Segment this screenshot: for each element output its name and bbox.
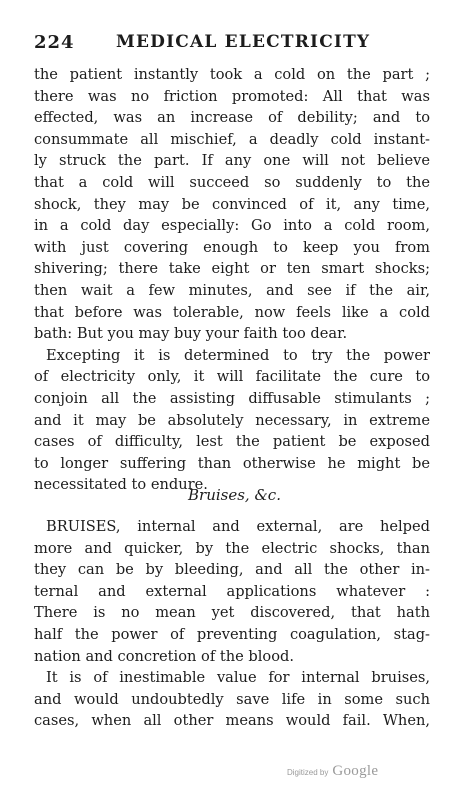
text-line: in a cold day especially: Go into a cold room, (34, 217, 430, 235)
digitized-watermark (287, 763, 378, 785)
paragraph (34, 667, 430, 732)
text-line: that a cold will succeed so suddenly to the (34, 173, 430, 191)
page-number: 224 (34, 32, 75, 53)
text-line: bath: But you may buy your faith too dear. (34, 325, 348, 343)
text-line: nation and concretion of the blood. (34, 647, 294, 665)
text-line: It is of inestimable value for internal bruises, (46, 669, 430, 687)
text-line: necessitated to endure. (34, 476, 208, 494)
lower-text (34, 516, 430, 732)
paragraph (34, 345, 430, 496)
text-line: more and quicker, by the electric shocks, than (34, 539, 430, 557)
text-line: cases, when all other means would fail. When, (34, 712, 430, 730)
text-line: and would undoubtedly save life in some such (34, 690, 430, 708)
text-line: cases of difficulty, lest the patient be exposed (34, 433, 430, 451)
text-line: BRUISES, internal and external, are helped (46, 518, 430, 535)
text-line: then wait a few minutes, and see if the air, (34, 281, 430, 299)
upper-text (34, 64, 430, 496)
text-line: There is no mean yet discovered, that hath (34, 604, 430, 622)
text-line: effected, was an increase of debility; and to (34, 109, 430, 127)
text-line: of electricity only, it will facilitate the cure to (34, 368, 430, 386)
text-line: the patient instantly took a cold on the part ; (34, 66, 430, 83)
running-head: MEDICAL ELECTRICITY (116, 32, 371, 52)
text-line: with just covering enough to keep you from (34, 238, 430, 256)
text-line: there was no friction promoted: All that was (34, 87, 430, 105)
text-line: and it may be absolutely necessary, in extreme (34, 411, 430, 429)
text-line: conjoin all the assisting diffusable stimulants ; (34, 389, 430, 407)
text-line: shivering; there take eight or ten smart shocks; (34, 260, 430, 278)
paragraph (34, 64, 430, 345)
text-line: half the power of preventing coagulation, stag- (34, 625, 430, 643)
text-line: Excepting it is determined to try the power (46, 346, 430, 364)
page-header (34, 32, 434, 60)
google-logo: Google (332, 763, 379, 779)
text-line: shock, they may be convinced of it, any time, (34, 195, 430, 213)
text-line: ternal and external applications whatever : (34, 582, 430, 600)
text-line: consummate all mischief, a deadly cold instant- (34, 130, 430, 148)
watermark-prefix: Digitized by (287, 768, 329, 777)
paragraph (34, 516, 430, 667)
text-line: that before was tolerable, now feels like a cold (34, 303, 430, 321)
text-line: ly struck the part. If any one will not believe (34, 152, 430, 170)
text-line: they can be by bleeding, and all the other in- (34, 561, 430, 579)
text-line: to longer suffering than otherwise he might be (34, 454, 430, 472)
section-title: Bruises, &c. (188, 486, 281, 504)
